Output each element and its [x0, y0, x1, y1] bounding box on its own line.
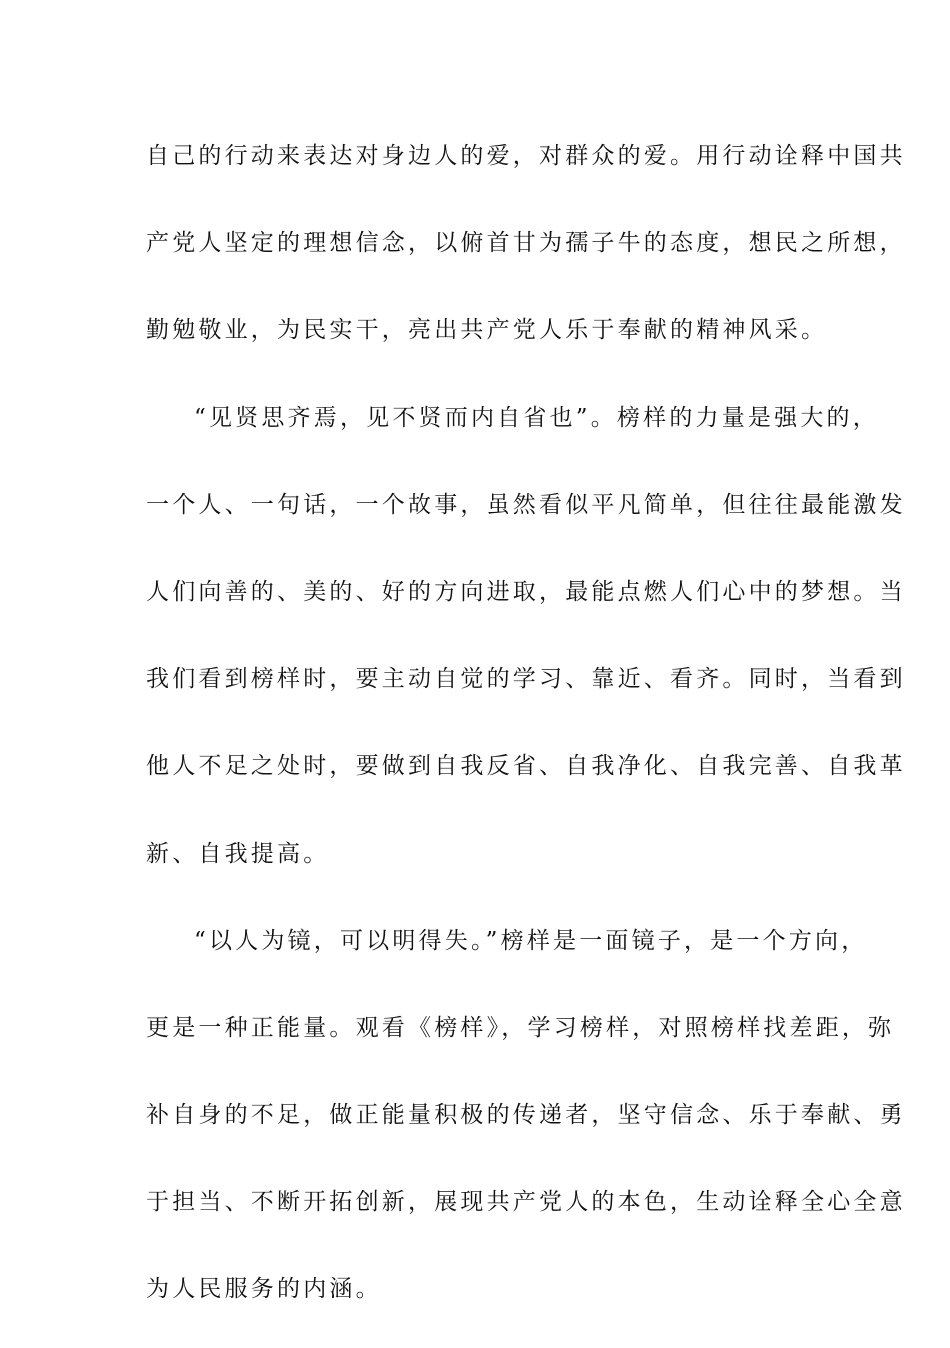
text-line: 他人不足之处时，要做到自我反省、自我净化、自我完善、自我革	[146, 753, 906, 780]
text-line: 一个人、一句话，一个故事，虽然看似平凡简单，但往往最能激发	[146, 491, 906, 518]
text-line: 于担当、不断开拓创新，展现共产党人的本色，生动诠释全心全意	[146, 1189, 906, 1216]
paragraph-first-line: “以人为镜，可以明得失。”榜样是一面镜子，是一个方向，	[194, 927, 868, 954]
text-line: 我们看到榜样时，要主动自觉的学习、靠近、看齐。同时，当看到	[146, 666, 906, 693]
text-line: 自己的行动来表达对身边人的爱，对群众的爱。用行动诠释中国共	[146, 143, 906, 169]
text-line: 勤勉敬业，为民实干，亮出共产党人乐于奉献的精神风采。	[146, 317, 828, 344]
text-line: 人们向善的、美的、好的方向进取，最能点燃人们心中的梦想。当	[146, 578, 906, 605]
document-body	[146, 127, 906, 1348]
text-line: 补自身的不足，做正能量积极的传递者，坚守信念、乐于奉献、勇	[146, 1102, 906, 1129]
paragraph-first-line: “见贤思齐焉，见不贤而内自省也”。榜样的力量是强大的，	[194, 404, 879, 431]
text-line: 更是一种正能量。观看《榜样》，学习榜样，对照榜样找差距，弥	[146, 1014, 895, 1041]
text-line: 为人民服务的内涵。	[146, 1276, 382, 1303]
text-line: 新、自我提高。	[146, 840, 330, 867]
text-line: 产党人坚定的理想信念，以俯首甘为孺子牛的态度，想民之所想，	[146, 230, 906, 257]
